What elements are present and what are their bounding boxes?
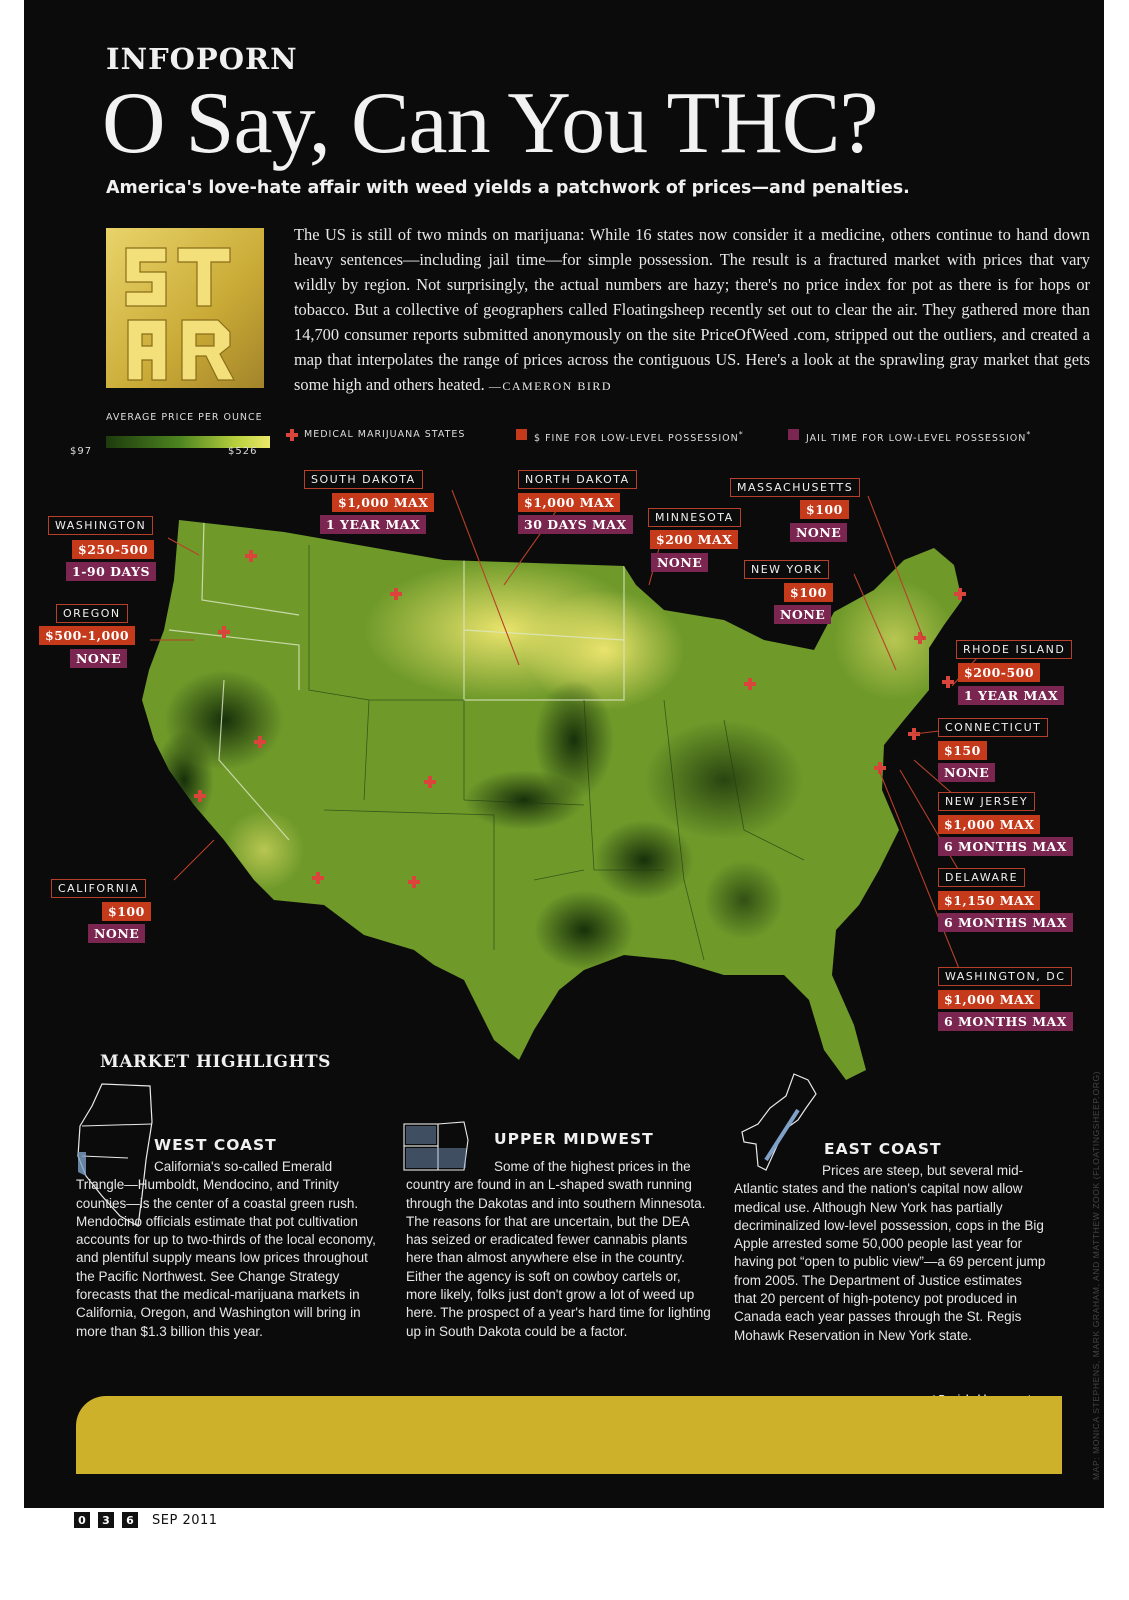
fine-oregon: $500-1,000 bbox=[39, 626, 135, 645]
state-label-new-jersey: NEW JERSEY bbox=[938, 792, 1035, 811]
jail-delaware: 6 MONTHS MAX bbox=[938, 913, 1073, 932]
legend-price-max: $526 bbox=[228, 446, 258, 457]
fine-connecticut: $150 bbox=[938, 741, 987, 760]
intro-body: The US is still of two minds on marijuana: While 16 states now consider it a medicine, others continue to hand down heavy sentences—including jail time—for simple possession. The result is a fractured market with prices that vary wildly by region. Not surprisingly, the actual numbers are hazy; there's no price index for pot as there is for hops or tobacco. But a collective of geographers called Floatingsheep recently set out to clear the air. They gathered more than 14,700 consumer reports submitted anonymously on the site PriceOfWeed .com, stripped out the outliers, and created a map that interpolates the range of prices across the contiguous US. Here's a look at the sprawling gray market that gets some high and others heated. bbox=[294, 225, 1090, 394]
state-label-south-dakota: SOUTH DAKOTA bbox=[304, 470, 423, 489]
jail-minnesota: NONE bbox=[651, 553, 708, 572]
jail-new-jersey: 6 MONTHS MAX bbox=[938, 837, 1073, 856]
fine-minnesota: $200 MAX bbox=[650, 530, 738, 549]
jail-south-dakota: 1 YEAR MAX bbox=[320, 515, 426, 534]
legend-jail: JAIL TIME FOR LOW-LEVEL POSSESSION* bbox=[806, 430, 1032, 445]
fine-washington: $250-500 bbox=[72, 540, 154, 559]
state-label-new-york: NEW YORK bbox=[744, 560, 829, 579]
state-label-delaware: DELAWARE bbox=[938, 868, 1025, 887]
jail-new-york: NONE bbox=[774, 605, 831, 624]
fine-new-jersey: $1,000 MAX bbox=[938, 815, 1040, 834]
east-coast-text bbox=[734, 1162, 1046, 1345]
jail-connecticut: NONE bbox=[938, 763, 995, 782]
jail-north-dakota: 30 DAYS MAX bbox=[518, 515, 633, 534]
logo-letters: STAR bbox=[185, 386, 188, 387]
fine-new-york: $100 bbox=[784, 583, 833, 602]
upper-midwest-text bbox=[406, 1158, 712, 1341]
state-label-minnesota: MINNESOTA bbox=[648, 508, 741, 527]
east-coast-title: EAST COAST bbox=[824, 1140, 942, 1158]
page-digit: 0 bbox=[74, 1512, 90, 1528]
fine-rhode-island: $200-500 bbox=[958, 663, 1040, 682]
map-credit: MAP: MONICA STEPHENS, MARK GRAHAM, AND MATTHEW ZOOK (FLOATINGSHEEP.ORG) bbox=[1091, 1070, 1101, 1480]
fine-north-dakota: $1,000 MAX bbox=[518, 493, 620, 512]
state-label-rhode-island: RHODE ISLAND bbox=[956, 640, 1072, 659]
author-byline: —CAMERON BIRD bbox=[488, 379, 613, 393]
west-coast-text bbox=[76, 1158, 382, 1341]
jail-california: NONE bbox=[88, 924, 145, 943]
state-label-north-dakota: NORTH DAKOTA bbox=[518, 470, 637, 489]
east-coast-body: Prices are steep, but several mid-Atlantic states and the nation's capital now allow medical use. Although New York has partially decriminalized low-level possession, cops in the Big Apple arrested some 50,000 people last year for having pot “open to public view”—a 69 percent jump from 2005. The Department of Justice estimates that 20 percent of high-potency pot produced in Canada each year passes through the St. Regis Mohawk Reservation in New York state. bbox=[734, 1163, 1046, 1343]
legend-price-min: $97 bbox=[70, 446, 93, 457]
market-highlights-heading: MARKET HIGHLIGHTS bbox=[100, 1052, 331, 1072]
jail-rhode-island: 1 YEAR MAX bbox=[958, 686, 1064, 705]
legend-fine: $ FINE FOR LOW-LEVEL POSSESSION* bbox=[534, 430, 744, 445]
page-title: O Say, Can You THC? bbox=[102, 75, 878, 172]
dark-panel bbox=[24, 0, 1104, 1508]
section-label: INFOPORN bbox=[106, 42, 298, 76]
fine-massachusetts: $100 bbox=[800, 500, 849, 519]
state-label-massachusetts: MASSACHUSETTS bbox=[730, 478, 860, 497]
fine-delaware: $1,150 MAX bbox=[938, 891, 1040, 910]
jail-washington: 1-90 DAYS bbox=[66, 562, 156, 581]
fine-california: $100 bbox=[102, 902, 151, 921]
jail-massachusetts: NONE bbox=[790, 523, 847, 542]
page-digit: 3 bbox=[98, 1512, 114, 1528]
state-label-oregon: OREGON bbox=[56, 604, 128, 623]
state-label-washington: WASHINGTON bbox=[48, 516, 153, 535]
state-label-connecticut: CONNECTICUT bbox=[938, 718, 1048, 737]
upper-midwest-body: Some of the highest prices in the country are found in an L-shaped swath running through the Dakotas and into southern Minnesota. The reasons for that are uncertain, but the DEA has seized or eradicated fewer cannabis plants here than almost anywhere else in the country. Either the agency is soft on cowboy cartels or, more likely, folks just don't grow a lot of weed up here. The prospect of a year's hard time for lighting up in South Dakota could be a factor. bbox=[406, 1159, 711, 1339]
legend-price-title: AVERAGE PRICE PER OUNCE bbox=[106, 412, 263, 423]
issue-date: SEP 2011 bbox=[152, 1512, 218, 1528]
state-label-california: CALIFORNIA bbox=[51, 879, 146, 898]
yellow-banner bbox=[76, 1396, 1062, 1474]
state-label-washington-dc: WASHINGTON, DC bbox=[938, 967, 1072, 986]
legend-medical: MEDICAL MARIJUANA STATES bbox=[304, 429, 466, 440]
subtitle: America's love-hate affair with weed yields a patchwork of prices—and penalties. bbox=[106, 178, 910, 198]
page-digit: 6 bbox=[122, 1512, 138, 1528]
upper-midwest-title: UPPER MIDWEST bbox=[494, 1130, 654, 1148]
page-folio bbox=[74, 1512, 218, 1528]
west-coast-body: California's so-called Emerald Triangle—Humboldt, Mendocino, and Trinity counties—is the center of a coastal green rush. Mendocino officials estimate that pot cultivation accounts for up to two-thirds of the local economy, and plentiful supply means low prices throughout the Pacific Northwest. See Change Strategy forecasts that the medical-marijuana markets in California, Oregon, and Washington will bring in more than $1.3 billion this year. bbox=[76, 1159, 376, 1339]
fine-south-dakota: $1,000 MAX bbox=[332, 493, 434, 512]
west-coast-title: WEST COAST bbox=[154, 1136, 277, 1154]
jail-washington-dc: 6 MONTHS MAX bbox=[938, 1012, 1073, 1031]
fine-washington-dc: $1,000 MAX bbox=[938, 990, 1040, 1009]
jail-oregon: NONE bbox=[70, 649, 127, 668]
